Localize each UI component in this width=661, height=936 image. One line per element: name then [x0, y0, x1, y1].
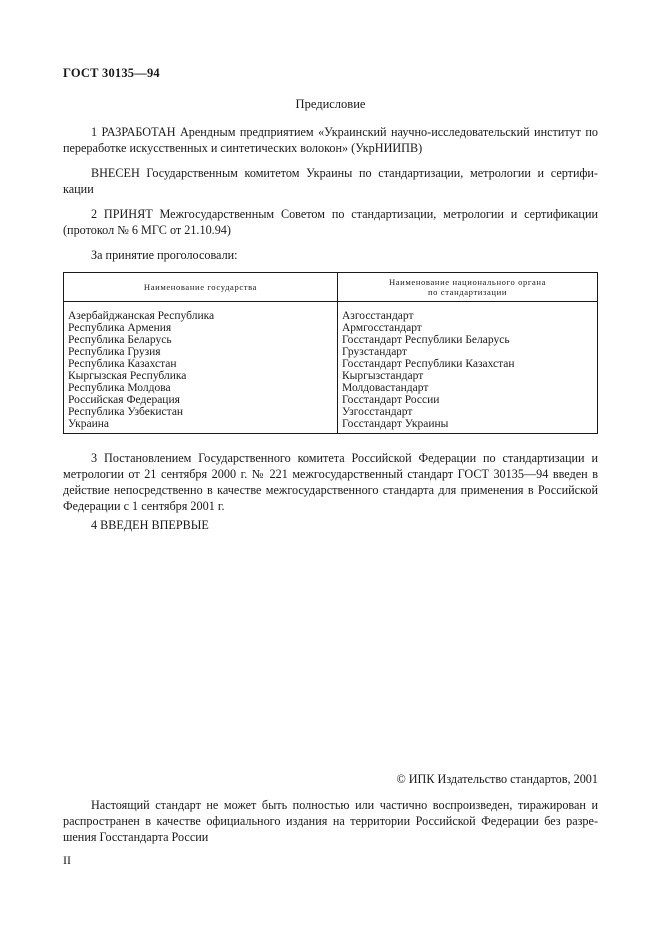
header-standard-body [338, 273, 598, 302]
standard-body-name: Кыргызстандарт [342, 370, 424, 382]
paragraph-adopted: 2 ПРИНЯТ Межгосударственным Советом по стандартизации, метрологии и сертификации (протокол № 6 МГС от 21.10.94) [63, 207, 598, 237]
paragraph-voted: За принятие проголосовали: [91, 248, 238, 262]
standard-code: ГОСТ 30135—94 [63, 66, 160, 80]
paragraph-developed: 1 РАЗРАБОТАН Арендным предприятием «Украинский научно-исследовательский институт по переработке искусственных и синтетических волокон» (УкрНИИПВ) [63, 125, 598, 155]
paragraph-decree: 3 Постановлением Государственного комитета Российской Федерации по стандартизации и метрологии от 21 сентября 2000 г. № 221 межгосударственный стандарт ГОСТ 30135—94 введен в действие непосредственно в качестве межгосударственного стандарта для применения в Российской Федерации с 1 сентября 2001 г. [63, 451, 598, 513]
section-title: Предисловие [295, 97, 366, 111]
standard-body-name: Госстандарт России [342, 394, 440, 406]
header-state: Наименование государства [64, 273, 338, 302]
standard-body-name: Грузстандарт [342, 346, 407, 358]
header-body-line2: по стандартизации [427, 287, 508, 297]
state-name: Республика Казахстан [68, 358, 177, 370]
copyright: © ИПК Издательство стандартов, 2001 [396, 772, 598, 786]
standard-body-name: Молдовастандарт [342, 382, 429, 394]
header-body-line1: Наименование национального органа [388, 277, 547, 287]
voting-table [63, 272, 598, 434]
table-row [64, 302, 598, 434]
bodies-cell [338, 302, 598, 434]
paragraph-introduced: ВНЕСЕН Государственным комитетом Украины по стандартизации, метрологии и сертифи-кации [63, 166, 598, 196]
paragraph-first-introduced: 4 ВВЕДЕН ВПЕРВЫЕ [91, 518, 209, 532]
state-name: Республика Армения [68, 322, 172, 334]
state-name: Республика Молдова [68, 382, 171, 394]
standard-body-name: Госстандарт Республики Беларусь [342, 334, 510, 346]
standard-body-name: Узгосстандарт [342, 406, 413, 418]
state-name: Украина [68, 418, 109, 430]
standard-body-name: Армгосстандарт [342, 322, 422, 334]
state-name: Азербайджанская Республика [68, 310, 215, 322]
reproduction-notice: Настоящий стандарт не может быть полностью или частично воспроизведен, тиражирован и распространен в качестве официального издания на территории Российской Федерации без разре-шения Госстандарта России [63, 798, 598, 844]
states-cell [64, 302, 338, 434]
standard-body-name: Госстандарт Республики Казахстан [342, 358, 515, 370]
state-name: Кыргызская Республика [68, 370, 187, 382]
state-name: Республика Узбекистан [68, 406, 184, 418]
state-name: Республика Грузия [68, 346, 161, 358]
page-number: II [63, 853, 71, 867]
standard-body-name: Госстандарт Украины [342, 418, 449, 430]
state-name: Республика Беларусь [68, 334, 172, 346]
state-name: Российская Федерация [68, 394, 180, 406]
table-header-row [64, 273, 598, 302]
standard-body-name: Азгосстандарт [342, 310, 414, 322]
